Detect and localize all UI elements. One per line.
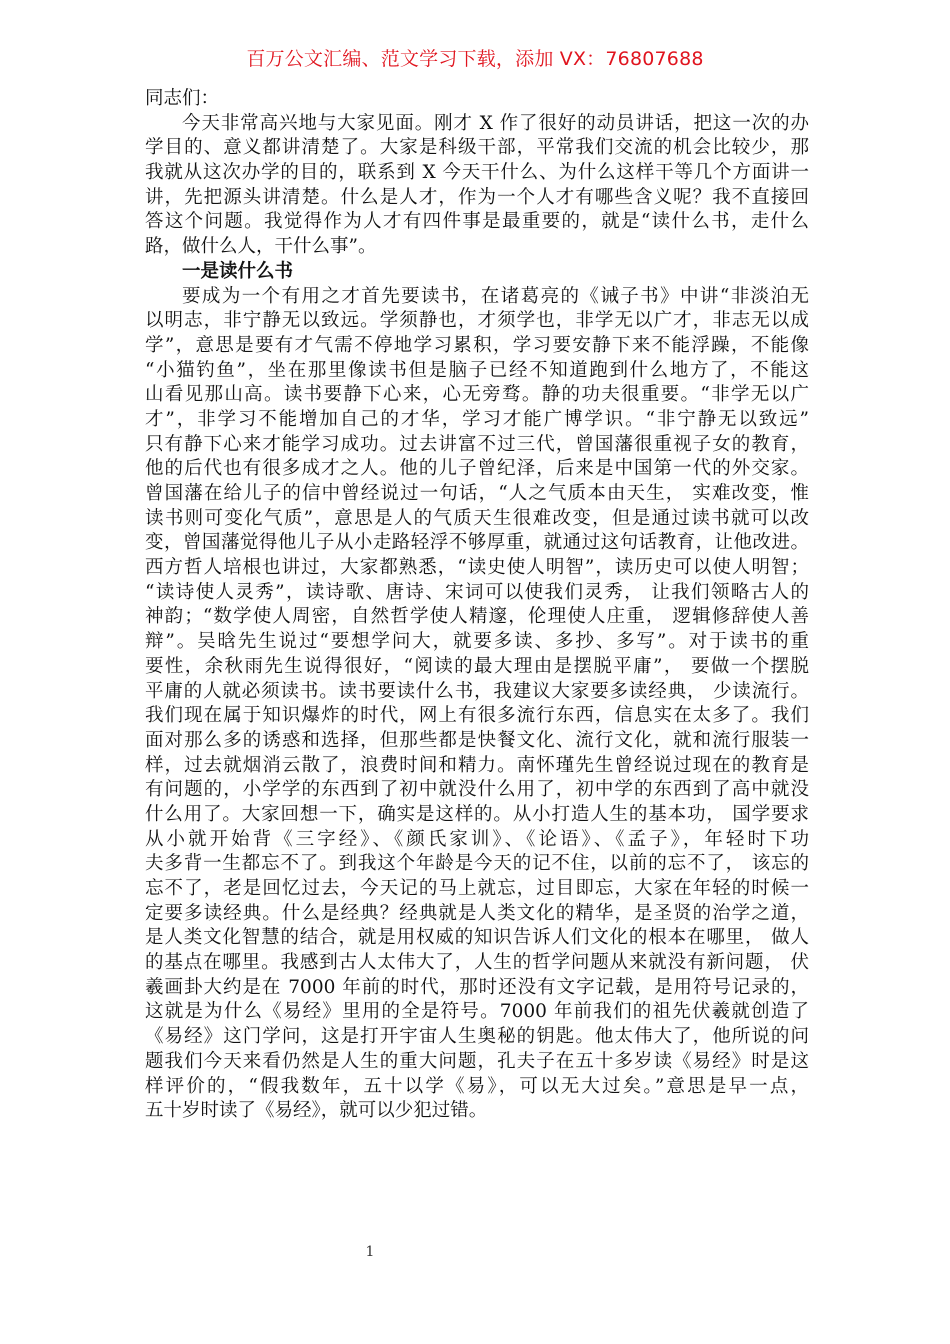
text-line: 题我们今天来看仍然是人生的重大问题，孔夫子在五十多岁读《易经》时是这 bbox=[145, 1050, 809, 1072]
text-line: 平庸的人就必须读书。读书要读什么书，我建议大家要多读经典， 少读流行。 bbox=[145, 680, 809, 702]
paragraph-intro bbox=[145, 112, 809, 260]
text-line: 曾国藩在给儿子的信中曾经说过一句话，“人之气质本由天生， 实难改变，惟 bbox=[145, 483, 809, 504]
section-heading: 一是读什么书 bbox=[182, 260, 294, 282]
text-line: 他的后代也有很多成才之人。他的儿子曾纪泽，后来是中国第一代的外交家。 bbox=[145, 458, 809, 480]
text-line: 山看见那山高。读书要静下心来，心无旁骛。静的功夫很重要。“非学无以广 bbox=[145, 384, 809, 406]
text-line: 定要多读经典。什么是经典？经典就是人类文化的精华，是圣贤的治学之道， bbox=[145, 902, 809, 924]
text-line: 忘不了，老是回忆过去，今天记的马上就忘，过目即忘，大家在年轻的时候一 bbox=[145, 878, 809, 899]
text-line: 样评价的，“假我数年，五十以学《易》，可以无大过矣。”意思是早一点， bbox=[145, 1075, 809, 1097]
text-line: 是人类文化智慧的结合，就是用权威的知识告诉人们文化的根本在哪里， 做人 bbox=[145, 927, 809, 949]
text-line: 从小就开始背《三字经》、《颜氏家训》、《论语》、《孟子》，年轻时下功 bbox=[145, 828, 809, 850]
text-line: 读书则可变化气质”，意思是人的气质天生很难改变，但是通过读书就可以改 bbox=[145, 507, 809, 529]
text-line: 西方哲人培根也讲过，大家都熟悉，“读史使人明智”，读历史可以使人明智； bbox=[145, 557, 809, 579]
text-line: 面对那么多的诱惑和选择，但那些都是快餐文化、流行文化，就和流行服装一 bbox=[145, 729, 809, 751]
text-line: 有问题的，小学学的东西到了初中就没什么用了，初中学的东西到了高中就没 bbox=[145, 779, 809, 801]
text-line: 学目的、意义都讲清楚了。大家是科级干部，平常我们交流的机会比较少，那 bbox=[145, 137, 809, 159]
text-line: 学”，意思是要有才气需不停地学习累积，学习要安静下来不能浮躁，不能像 bbox=[145, 334, 809, 356]
text-line: 样，过去就烟消云散了，浪费时间和精力。南怀瑾先生曾经说过现在的教育是 bbox=[145, 754, 809, 776]
text-line: 这就是为什么《易经》里用的全是符号。7000 年前我们的祖先伏羲就创造了 bbox=[145, 1001, 809, 1023]
document-body bbox=[145, 87, 809, 1124]
text-line: 以明志，非宁静无以致远。学须静也，才须学也，非学无以广才，非志无以成 bbox=[145, 310, 809, 332]
text-line: 路，做什么人，干什么事”。 bbox=[145, 236, 377, 258]
text-line: 只有静下心来才能学习成功。过去讲富不过三代，曾国藩很重视子女的教育， bbox=[145, 433, 809, 455]
text-line: 我就从这次办学的目的，联系到 X 今天干什么、为什么这样干等几个方面讲一 bbox=[145, 162, 809, 184]
text-line: 要性，余秋雨先生说得很好，“阅读的最大理由是摆脱平庸”， 要做一个摆脱 bbox=[145, 655, 809, 677]
text-line: 羲画卦大约是在 7000 年前的时代，那时还没有文字记载，是用符号记录的， bbox=[145, 976, 809, 998]
text-line: 今天非常高兴地与大家见面。刚才 X 作了很好的动员讲话，把这一次的办 bbox=[182, 112, 809, 134]
text-line: 才”，非学习不能增加自己的才华，学习才能广博学识。“非宁静无以致远” bbox=[145, 408, 809, 430]
text-line: 变，曾国藩觉得他儿子从小走路轻浮不够厚重，就通过这句话教育，让他改进。 bbox=[145, 532, 809, 554]
text-line: 《易经》这门学问，这是打开宇宙人生奥秘的钥匙。他太伟大了，他所说的问 bbox=[145, 1026, 809, 1048]
text-line: “读诗使人灵秀”，读诗歌、唐诗、宋词可以使我们灵秀， 让我们领略古人的 bbox=[145, 581, 809, 603]
paragraph-reading bbox=[145, 285, 809, 1124]
page-number: 1 bbox=[365, 1244, 375, 1260]
watermark-banner: 百万公文汇编、范文学习下载，添加 VX：76807688 bbox=[246, 48, 704, 70]
text-line: 辩”。吴晗先生说过“要想学问大，就要多读、多抄、多写”。对于读书的重 bbox=[145, 631, 809, 653]
text-line: 要成为一个有用之才首先要读书，在诸葛亮的《诫子书》中讲“非淡泊无 bbox=[182, 285, 809, 307]
text-line: 的基点在哪里。我感到古人太伟大了，人生的哲学问题从来就没有新问题， 伏 bbox=[145, 952, 809, 974]
text-line: 答这个问题。我觉得作为人才有四件事是最重要的，就是“读什么书，走什么 bbox=[145, 211, 809, 233]
text-line: “小猫钓鱼”，坐在那里像读书但是脑子已经不知道跑到什么地方了，不能这 bbox=[145, 359, 809, 381]
text-line: 神韵；“数学使人周密，自然哲学使人精邃，伦理使人庄重， 逻辑修辞使人善 bbox=[145, 606, 809, 628]
text-line: 夫多背一生都忘不了。到我这个年龄是今天的记不住，以前的忘不了， 该忘的 bbox=[145, 853, 809, 875]
text-line: 我们现在属于知识爆炸的时代，网上有很多流行东西，信息实在太多了。我们 bbox=[145, 705, 809, 727]
text-line: 讲，先把源头讲清楚。什么是人才，作为一个人才有哪些含义呢？我不直接回 bbox=[145, 186, 809, 208]
salutation: 同志们： bbox=[145, 88, 220, 109]
text-line: 什么用了。大家回想一下，确实是这样的。从小打造人生的基本功， 国学要求 bbox=[145, 803, 809, 825]
text-line: 五十岁时读了《易经》，就可以少犯过错。 bbox=[145, 1100, 488, 1122]
